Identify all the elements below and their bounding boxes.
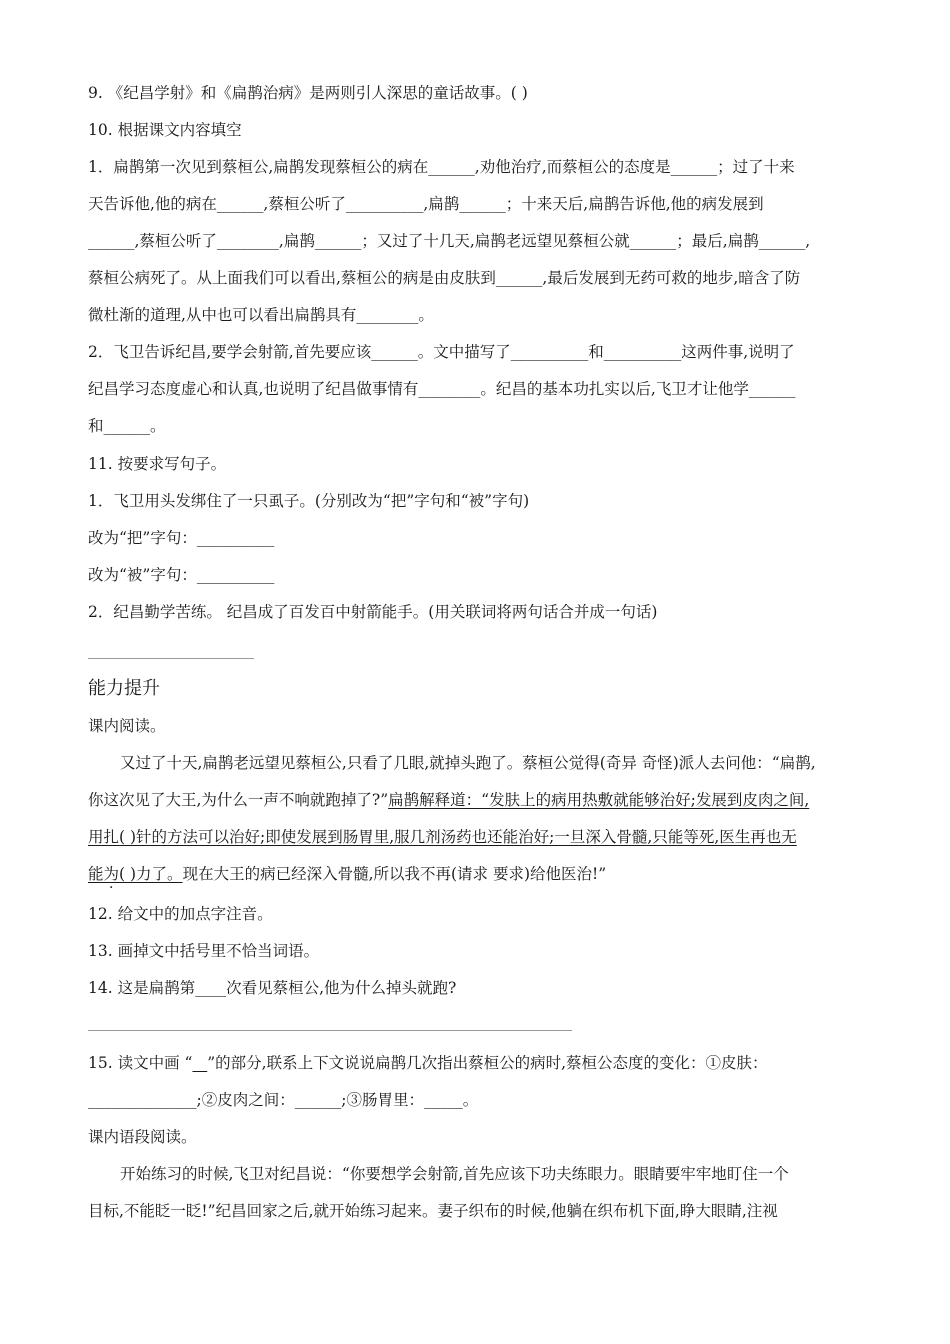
question-10-1-line-1: 1．扁鹊第一次见到蔡桓公,扁鹊发现蔡桓公的病在______,劝他治疗,而蔡桓公的态度是______；过了十来 (88, 158, 795, 176)
passage-1-line-3 (88, 826, 868, 848)
question-10-2-line-1: 2．飞卫告诉纪昌,要学会射箭,首先要应该______。文中描写了__________和__________这两件事,说明了 (88, 343, 795, 361)
question-10-1-line-4: 蔡桓公病死了。从上面我们可以看出,蔡桓公的病是由皮肤到______,最后发展到无药可救的地步,暗含了防 (88, 269, 801, 287)
question-15-line-2: ______________;②皮肉之间：______;③肠胃里：_____。 (88, 1091, 479, 1109)
answer-line-divider (88, 658, 254, 659)
question-11-1-ba-sentence: 改为“把”字句：__________ (88, 529, 275, 547)
reading-2-label: 课内语段阅读。 (88, 1128, 197, 1146)
question-11-2: 2．纪昌勤学苦练。 纪昌成了百发百中射箭能手。(用关联词将两句话合并成一句话) (88, 603, 658, 621)
passage-2-line-2: 目标,不能眨一眨!”纪昌回家之后,就开始练习起来。妻子织布的时候,他躺在织布机下面,睁大眼睛,注视 (88, 1202, 778, 1220)
question-10-1-line-2: 天告诉他,他的病在______,蔡桓公听了__________,扁鹊______；十来天后,扁鹊告诉他,他的病发展到 (88, 195, 764, 213)
question-11-1-bei-sentence: 改为“被”字句：__________ (88, 566, 275, 584)
answer-line-q14 (88, 1030, 572, 1031)
question-11-title: 11. 按要求写句子。 (88, 455, 227, 473)
passage-1-line-1: 又过了十天,扁鹊老远望见蔡桓公,只看了几眼,就掉头跑了。蔡桓公觉得(奇异 奇怪)派人去问他：“扁鹊, (120, 754, 816, 772)
question-14: 14. 这是扁鹊第____次看见蔡桓公,他为什么掉头就跑? (88, 979, 457, 997)
passage-1-line-4-rest: 现在大王的病已经深入骨髓,所以我不再(请求 要求)给他医治!” (182, 865, 607, 883)
section-title: 能力提升 (88, 678, 160, 699)
passage-1-line-2 (88, 789, 868, 811)
passage-1-line-2-start: 你这次见了大王,为什么一声不响就跑掉了?” (88, 791, 389, 809)
question-9: 9. 《纪昌学射》和《扁鹊治病》是两则引人深思的童话故事。( ) (88, 84, 528, 102)
underlined-explanation-start: 扁鹊解释道：“发肤上的病用热敷就能够治好;发展到皮肉之间, (388, 791, 810, 809)
underline-marker (192, 1054, 207, 1072)
question-10-1-line-5: 微杜渐的道理,从中也可以看出扁鹊具有________。 (88, 306, 434, 324)
question-10-2-line-2: 纪昌学习态度虚心和认真,也说明了纪昌做事情有________。纪昌的基本功扎实以后,飞卫才让他学______ (88, 380, 796, 398)
question-12: 12. 给文中的加点字注音。 (88, 905, 273, 923)
question-15-line-1 (88, 1052, 868, 1074)
question-11-1: 1．飞卫用头发绑住了一只虱子。(分别改为“把”字句和“被”字句) (88, 492, 530, 510)
question-10-title: 10. 根据课文内容填空 (88, 121, 242, 139)
dotted-character: 为 (103, 865, 120, 883)
underlined-explanation-middle: 用扎( )针的方法可以治好;即使发展到肠胃里,服几剂汤药也还能治好;一旦深入骨髓,只能等死,医生再也无 (88, 828, 797, 846)
underlined-explanation-end-2: ( )力了。 (119, 865, 183, 883)
reading-1-label: 课内阅读。 (88, 717, 166, 735)
passage-1-line-4 (88, 863, 868, 885)
question-13: 13. 画掉文中括号里不恰当词语。 (88, 942, 320, 960)
question-10-2-line-3: 和______。 (88, 417, 166, 435)
question-15-rest: ”的部分,联系上下文说说扁鹊几次指出蔡桓公的病时,蔡桓公态度的变化：①皮肤： (207, 1054, 768, 1072)
underlined-explanation-end-1: 能 (88, 865, 104, 883)
question-10-1-line-3: ______,蔡桓公听了________,扁鹊______；又过了十几天,扁鹊老远望见蔡桓公就______；最后,扁鹊______, (88, 232, 811, 250)
passage-2-line-1: 开始练习的时候,飞卫对纪昌说：“你要想学会射箭,首先应该下功夫练眼力。眼睛要牢牢地盯住一个 (120, 1165, 789, 1183)
question-15-start: 15. 读文中画 “ (88, 1054, 193, 1072)
